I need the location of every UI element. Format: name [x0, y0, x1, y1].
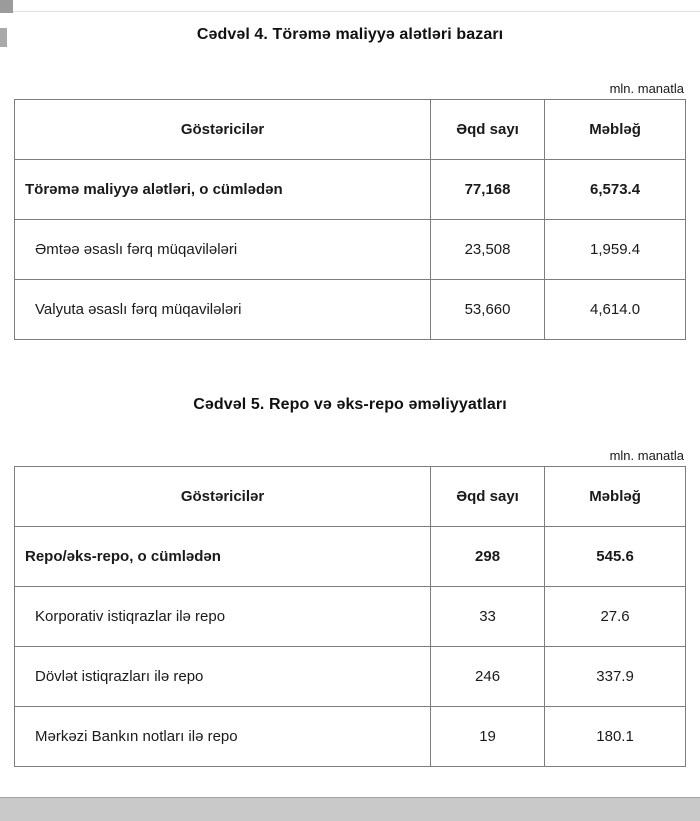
row-label: Valyuta əsaslı fərq müqavilələri	[15, 280, 431, 340]
row-deal-count: 19	[431, 707, 545, 767]
table-5-header-deal-count: Əqd sayı	[431, 467, 545, 527]
table-row	[15, 707, 686, 767]
row-deal-count: 23,508	[431, 220, 545, 280]
row-amount: 4,614.0	[545, 280, 686, 340]
bottom-edge-bar	[0, 797, 700, 821]
table-row	[15, 647, 686, 707]
row-deal-count: 298	[431, 527, 545, 587]
row-label: Repo/əks-repo, o cümlədən	[15, 527, 431, 587]
table-row	[15, 587, 686, 647]
table-row	[15, 527, 686, 587]
table-5-title: Cədvəl 5. Repo və əks-repo əməliyyatları	[193, 396, 507, 413]
table-5-header-amount: Məbləğ	[545, 467, 686, 527]
left-edge-artifact	[0, 28, 7, 47]
row-amount: 1,959.4	[545, 220, 686, 280]
row-label: Korporativ istiqrazlar ilə repo	[15, 587, 431, 647]
row-deal-count: 53,660	[431, 280, 545, 340]
row-amount: 545.6	[545, 527, 686, 587]
row-deal-count: 77,168	[431, 160, 545, 220]
table-row	[15, 220, 686, 280]
table-5-unit-label: mln. manatla	[609, 448, 684, 463]
table-4-header-row	[15, 100, 686, 160]
row-amount: 27.6	[545, 587, 686, 647]
table-5-section	[0, 396, 700, 767]
row-amount: 337.9	[545, 647, 686, 707]
corner-artifact	[0, 0, 13, 13]
row-label: Dövlət istiqrazları ilə repo	[15, 647, 431, 707]
table-5-header-indicators: Göstəricilər	[15, 467, 431, 527]
row-label: Mərkəzi Bankın notları ilə repo	[15, 707, 431, 767]
row-label: Əmtəə əsaslı fərq müqavilələri	[15, 220, 431, 280]
table-4-section	[0, 26, 700, 340]
row-amount: 180.1	[545, 707, 686, 767]
row-deal-count: 33	[431, 587, 545, 647]
table-row	[15, 160, 686, 220]
table-5-header-row	[15, 467, 686, 527]
top-edge-line	[13, 11, 700, 12]
table-4-header-amount: Məbləğ	[545, 100, 686, 160]
table-4	[14, 99, 686, 340]
table-4-title: Cədvəl 4. Törəmə maliyyə alətləri bazarı	[196, 26, 504, 43]
row-amount: 6,573.4	[545, 160, 686, 220]
row-label: Törəmə maliyyə alətləri, o cümlədən	[15, 160, 431, 220]
table-4-unit-label: mln. manatla	[609, 81, 684, 96]
table-4-header-indicators: Göstəricilər	[15, 100, 431, 160]
table-row	[15, 280, 686, 340]
table-4-header-deal-count: Əqd sayı	[431, 100, 545, 160]
table-5	[14, 466, 686, 767]
row-deal-count: 246	[431, 647, 545, 707]
